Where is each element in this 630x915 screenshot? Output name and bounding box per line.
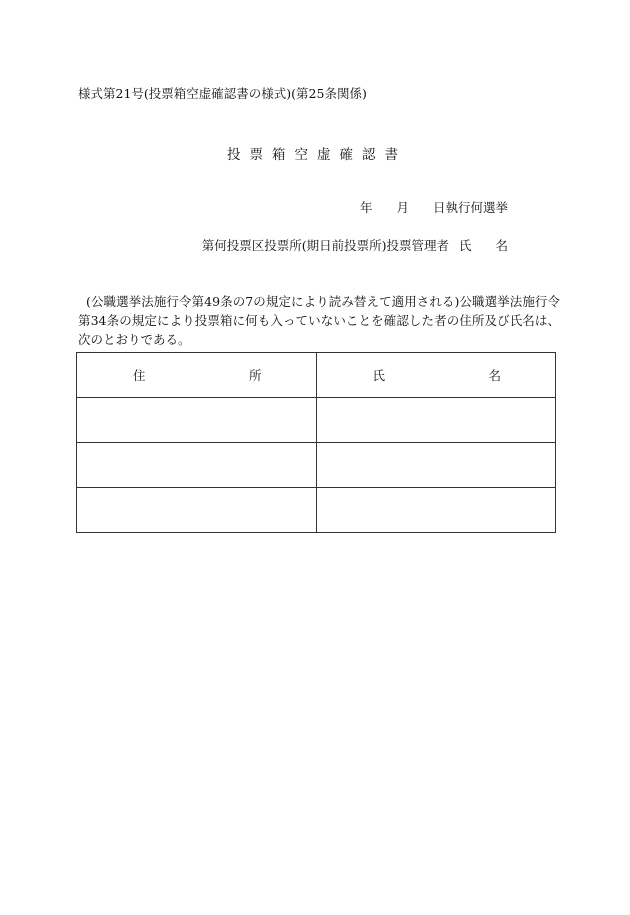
year-label: 年 [359, 200, 373, 215]
manager-role: 第何投票区投票所(期日前投票所)投票管理者 [201, 238, 449, 253]
name-header [316, 353, 556, 398]
name-cell [316, 443, 556, 488]
table-row [77, 398, 556, 443]
address-cell [77, 488, 317, 533]
confirmation-table [76, 352, 556, 533]
table-row [77, 443, 556, 488]
name-cell [316, 488, 556, 533]
document-title: 投票箱空虚確認書 [227, 147, 407, 163]
date-line [360, 198, 508, 216]
name-cell [316, 398, 556, 443]
table-row [77, 488, 556, 533]
address-header-char-2: 所 [248, 368, 262, 383]
day-election-label: 日執行何選挙 [432, 200, 508, 215]
name-header-char-2: 名 [488, 368, 501, 383]
manager-name-label-1: 氏 [458, 238, 472, 253]
address-header [77, 353, 317, 398]
body-text: (公職選挙法施行令第49条の7の規定により読み替えて適用される)公職選挙法施行令第34条の規定により投票箱に何も入っていないことを確認した者の住所及び氏名は、次のとおりである。 [78, 294, 560, 347]
address-cell [77, 443, 317, 488]
address-cell [77, 398, 317, 443]
month-label: 月 [396, 200, 409, 215]
name-header-char-1: 氏 [372, 368, 386, 383]
form-number: 様式第21号(投票箱空虚確認書の様式)(第25条関係) [78, 86, 367, 101]
address-header-char-1: 住 [133, 368, 146, 383]
manager-name-label-2: 名 [495, 238, 508, 253]
table-header-row [77, 353, 556, 398]
manager-line [202, 236, 508, 254]
